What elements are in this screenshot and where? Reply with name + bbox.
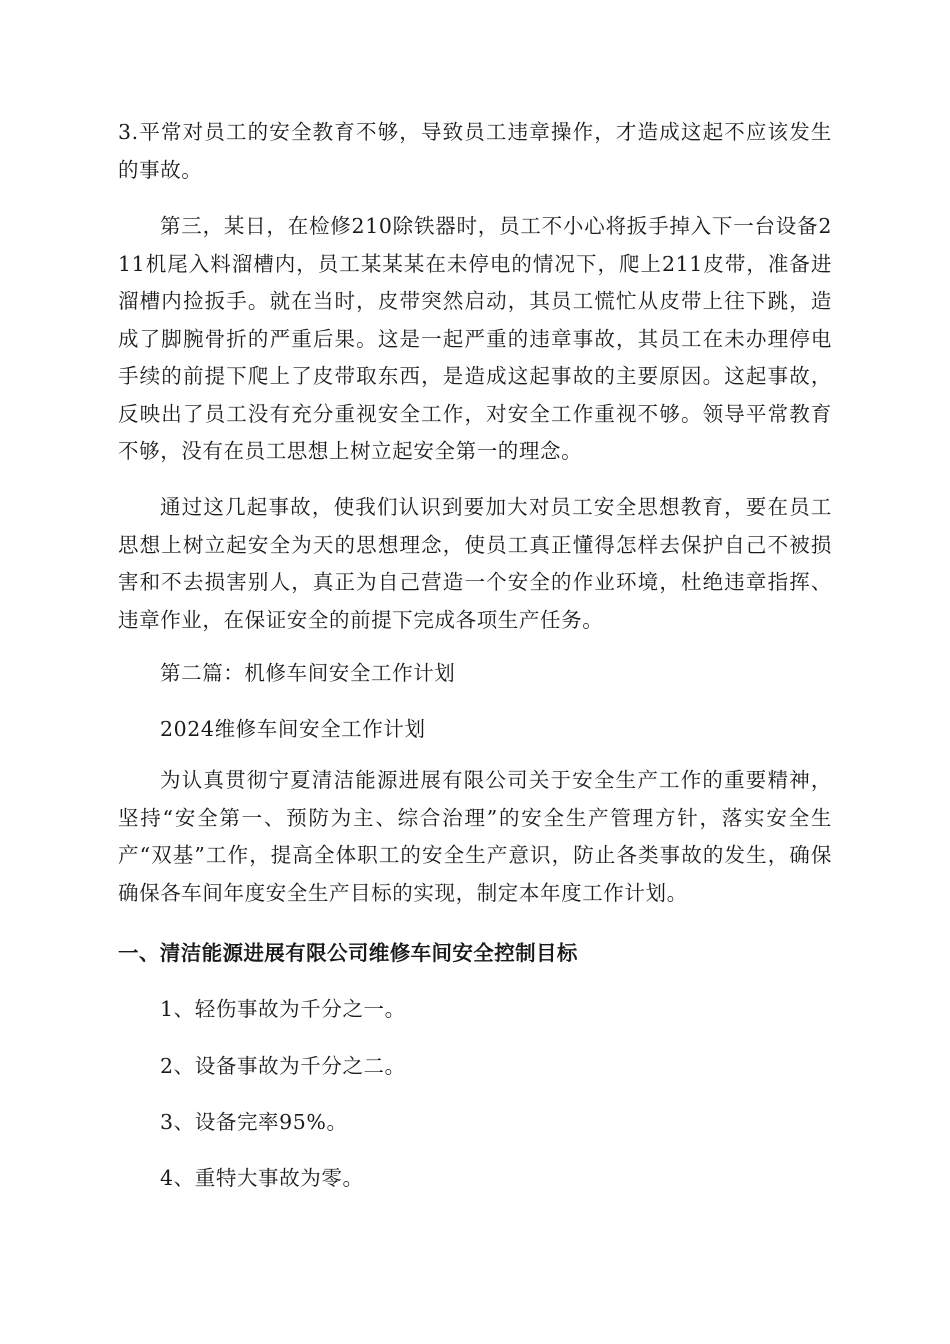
target-item: 4、重特大事故为零。 xyxy=(160,1166,364,1190)
target-item: 1、轻伤事故为千分之一。 xyxy=(160,997,406,1021)
section-heading: 一、清洁能源进展有限公司维修车间安全控制目标 xyxy=(118,941,578,965)
paragraph-plan-intro: 为认真贯彻宁夏清洁能源进展有限公司关于安全生产工作的重要精神，坚持“安全第一、预防为主、综合治理”的安全生产管理方针，落实安全生产“双基”工作，提高全体职工的安全生产意识，防止各类事故的发生，确保确保各车间年度安全生产目标的实现，制定本年度工作计划。 xyxy=(118,768,832,905)
article-title: 第二篇：机修车间安全工作计划 xyxy=(160,661,456,685)
plan-title: 2024维修车间安全工作计划 xyxy=(160,717,426,741)
paragraph-lessons: 通过这几起事故，使我们认识到要加大对员工安全思想教育，要在员工思想上树立起安全为天的思想理念，使员工真正懂得怎样去保护自己不被损害和不去损害别人，真正为自己营造一个安全的作业环境，杜绝违章指挥、违章作业，在保证安全的前提下完成各项生产任务。 xyxy=(118,495,832,632)
paragraph-third-accident: 第三，某日，在检修210除铁器时，员工不小心将扳手掉入下一台设备211机尾入料溜槽内，员工某某某在未停电的情况下，爬上211皮带，准备进溜槽内捡扳手。就在当时，皮带突然启动，其员工慌忙从皮带上往下跳，造成了脚腕骨折的严重后果。这是一起严重的违章事故，其员工在未办理停电手续的前提下爬上了皮带取东西，是造成这起事故的主要原因。这起事故，反映出了员工没有充分重视安全工作，对安全工作重视不够。领导平常教育不够，没有在员工思想上树立起安全第一的理念。 xyxy=(118,214,832,463)
target-item: 3、设备完率95%。 xyxy=(160,1110,348,1134)
target-item: 2、设备事故为千分之二。 xyxy=(160,1054,406,1078)
paragraph-safety-education: 3.平常对员工的安全教育不够，导致员工违章操作，才造成这起不应该发生的事故。 xyxy=(118,120,832,182)
